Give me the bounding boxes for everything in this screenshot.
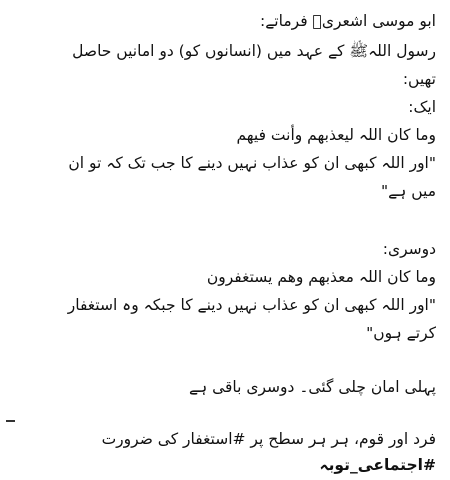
text-line-translation: "اور اللہ کبھی ان کو عذاب نہیں دینے کا جبکہ وہ استغفار: [67, 296, 436, 314]
text-line-verse: وما کان اللہ معذبھم وھم یستغفرون: [206, 268, 436, 286]
text-line-translation: میں ہے": [381, 182, 436, 200]
text-line-translation: "اور اللہ کبھی ان کو عذاب نہیں دینے کا جب تک کہ تو ان: [68, 154, 436, 172]
text-line-conclusion: پہلی امان چلی گئی۔ دوسری باقی ہے: [188, 378, 436, 396]
hashtag-collective-repentance[interactable]: #اجتماعی_توبہ: [319, 456, 436, 474]
text-line-second-label: دوسری:: [382, 240, 436, 258]
text-line: رسول اللہﷺ کے عہد میں (انسانوں کو) دو امانیں حاصل: [72, 42, 436, 60]
text-line-intro: ابو موسی اشعریؓ فرماتے:: [260, 12, 436, 30]
text-line-translation: کرتے ہوں": [366, 324, 436, 342]
text-line-verse: وما کان اللہ لیعذبھم وأنت فیھم: [236, 126, 436, 144]
dash-mark: [6, 420, 15, 422]
text-line-hashtag-istighfar: فرد اور قوم، ہر ہر سطح پر #استغفار کی ضرورت: [101, 430, 436, 448]
text-line-first-label: ایک:: [408, 98, 436, 116]
text-line: تھیں:: [402, 70, 436, 88]
